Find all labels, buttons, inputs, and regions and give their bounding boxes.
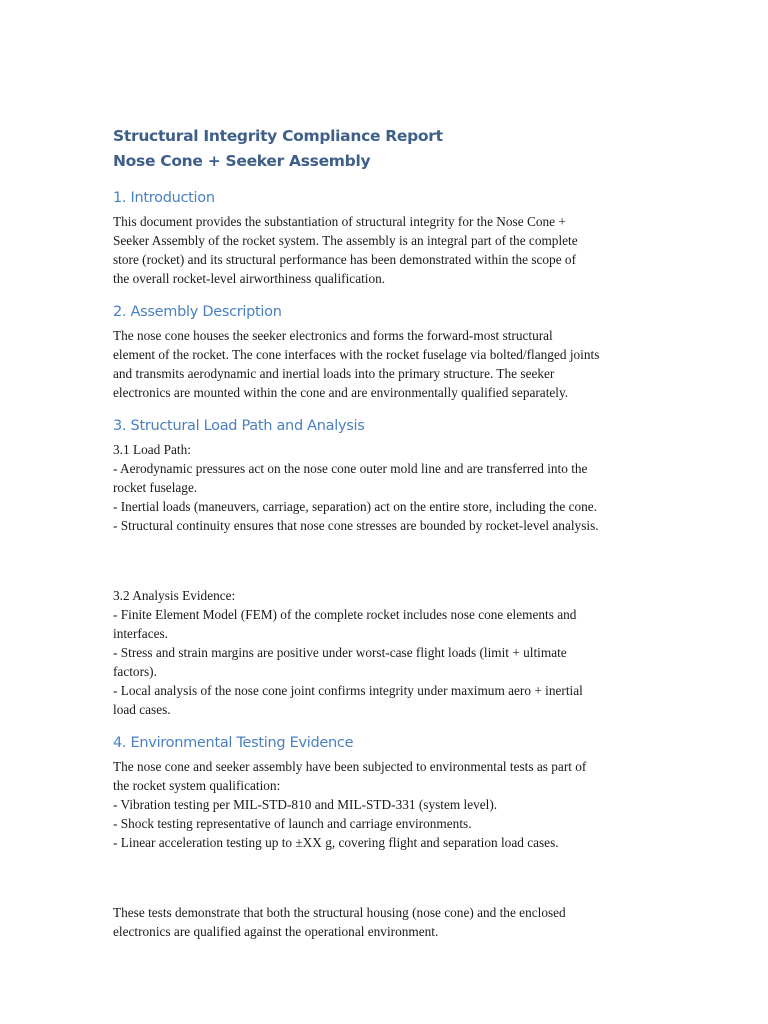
- section-heading: 2. Assembly Description: [113, 304, 282, 320]
- paragraph-gap: [113, 868, 673, 887]
- text-line: electronics are qualified against the operational environment.: [113, 924, 439, 939]
- text-line: 3.1 Load Path:: [113, 442, 191, 457]
- report-subtitle: Nose Cone + Seeker Assembly: [113, 152, 371, 170]
- text-line: - Stress and strain margins are positive under worst-case flight loads (limit + ultimate: [113, 645, 567, 660]
- text-line: element of the rocket. The cone interfaces with the rocket fuselage via bolted/flanged joints: [113, 347, 600, 362]
- section-2: [113, 300, 673, 402]
- paragraph-gap: [113, 551, 673, 570]
- text-line: load cases.: [113, 702, 171, 717]
- document-body: [113, 186, 673, 941]
- text-line: Seeker Assembly of the rocket system. The assembly is an integral part of the complete: [113, 233, 578, 248]
- section-1: [113, 186, 673, 288]
- text-line: - Shock testing representative of launch and carriage environments.: [113, 816, 472, 831]
- text-line: The nose cone houses the seeker electronics and forms the forward-most structural: [113, 328, 553, 343]
- text-line: - Structural continuity ensures that nose cone stresses are bounded by rocket-level analysis.: [113, 518, 599, 533]
- section-heading: 3. Structural Load Path and Analysis: [113, 418, 365, 434]
- text-line: - Vibration testing per MIL-STD-810 and MIL-STD-331 (system level).: [113, 797, 498, 812]
- text-line: rocket fuselage.: [113, 480, 198, 495]
- report-title: Structural Integrity Compliance Report: [113, 127, 443, 145]
- section-heading: 1. Introduction: [113, 190, 215, 206]
- section-3: [113, 414, 673, 719]
- text-line: interfaces.: [113, 626, 168, 641]
- text-line: - Local analysis of the nose cone joint confirms integrity under maximum aero + inertial: [113, 683, 583, 698]
- text-line: - Finite Element Model (FEM) of the complete rocket includes nose cone elements and: [113, 607, 577, 622]
- text-line: This document provides the substantiation of structural integrity for the Nose Cone +: [113, 214, 566, 229]
- text-line: the overall rocket-level airworthiness qualification.: [113, 271, 386, 286]
- text-line: - Linear acceleration testing up to ±XX g, covering flight and separation load cases.: [113, 835, 559, 850]
- text-line: the rocket system qualification:: [113, 778, 281, 793]
- text-line: store (rocket) and its structural performance has been demonstrated within the scope of: [113, 252, 577, 267]
- text-line: factors).: [113, 664, 157, 679]
- text-line: These tests demonstrate that both the structural housing (nose cone) and the enclosed: [113, 905, 566, 920]
- document-page: [113, 124, 673, 941]
- text-line: The nose cone and seeker assembly have been subjected to environmental tests as part of: [113, 759, 587, 774]
- text-line: - Inertial loads (maneuvers, carriage, separation) act on the entire store, including the cone.: [113, 499, 598, 514]
- text-line: electronics are mounted within the cone and are environmentally qualified separately.: [113, 385, 569, 400]
- text-line: - Aerodynamic pressures act on the nose cone outer mold line and are transferred into the: [113, 461, 588, 476]
- text-line: and transmits aerodynamic and inertial loads into the primary structure. The seeker: [113, 366, 555, 381]
- text-line: 3.2 Analysis Evidence:: [113, 588, 236, 603]
- section-4: [113, 731, 673, 941]
- section-heading: 4. Environmental Testing Evidence: [113, 735, 354, 751]
